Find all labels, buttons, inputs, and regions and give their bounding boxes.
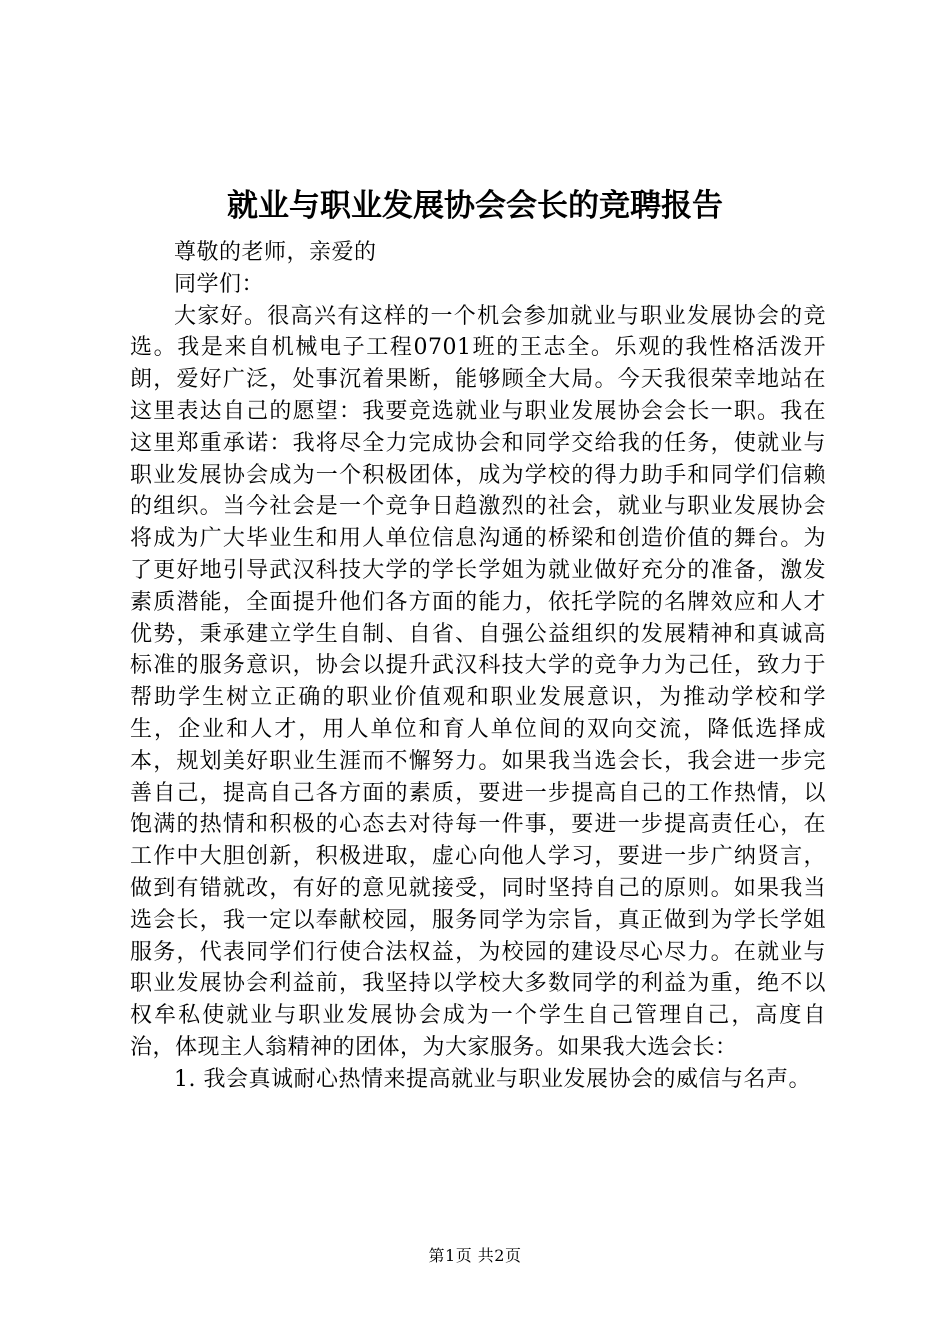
- page-number: 第1页 共2页: [428, 1246, 522, 1265]
- list-item: 1. 我会真诚耐心热情来提高就业与职业发展协会的威信与名声。: [174, 1066, 811, 1092]
- greeting-line-2: 同学们：: [174, 271, 265, 297]
- document-body: [130, 237, 826, 1096]
- document-title: 就业与职业发展协会会长的竞聘报告: [227, 188, 723, 224]
- main-paragraph: 大家好。很高兴有这样的一个机会参加就业与职业发展协会的竞选。我是来自机械电子工程0701班的王志全。乐观的我性格活泼开朗，爱好广泛，处事沉着果断，能够顾全大局。今天我很荣幸地站在这里表达自己的愿望：我要竞选就业与职业发展协会会长一职。我在这里郑重承诺：我将尽全力完成协会和同学交给我的任务，使就业与职业发展协会成为一个积极团体，成为学校的得力助手和同学们信赖的组织。当今社会是一个竞争日趋激烈的社会，就业与职业发展协会将成为广大毕业生和用人单位信息沟通的桥梁和创造价值的舞台。为了更好地引导武汉科技大学的学长学姐为就业做好充分的准备，激发素质潜能，全面提升他们各方面的能力，依托学院的名牌效应和人才优势，秉承建立学生自制、自省、自强公益组织的发展精神和真诚高标准的服务意识，协会以提升武汉科技大学的竞争力为己任，致力于帮助学生树立正确的职业价值观和职业发展意识，为推动学校和学生，企业和人才，用人单位和育人单位间的双向交流，降低选择成本，规划美好职业生涯而不懈努力。如果我当选会长，我会进一步完善自己，提高自己各方面的素质，要进一步提高自己的工作热情，以饱满的热情和积极的心态去对待每一件事，要进一步提高责任心，在工作中大胆创新，积极进取，虚心向他人学习，要进一步广纳贤言，做到有错就改，有好的意见就接受，同时坚持自己的原则。如果我当选会长，我一定以奉献校园，服务同学为宗旨，真正做到为学长学姐服务，代表同学们行使合法权益，为校园的建设尽心尽力。在就业与职业发展协会利益前，我坚持以学校大多数同学的利益为重，绝不以权牟私使就业与职业发展协会成为一个学生自己管理自己，高度自治，体现主人翁精神的团体，为大家服务。如果我大选会长：: [130, 303, 826, 1060]
- greeting-line-1: 尊敬的老师，亲爱的: [174, 240, 377, 265]
